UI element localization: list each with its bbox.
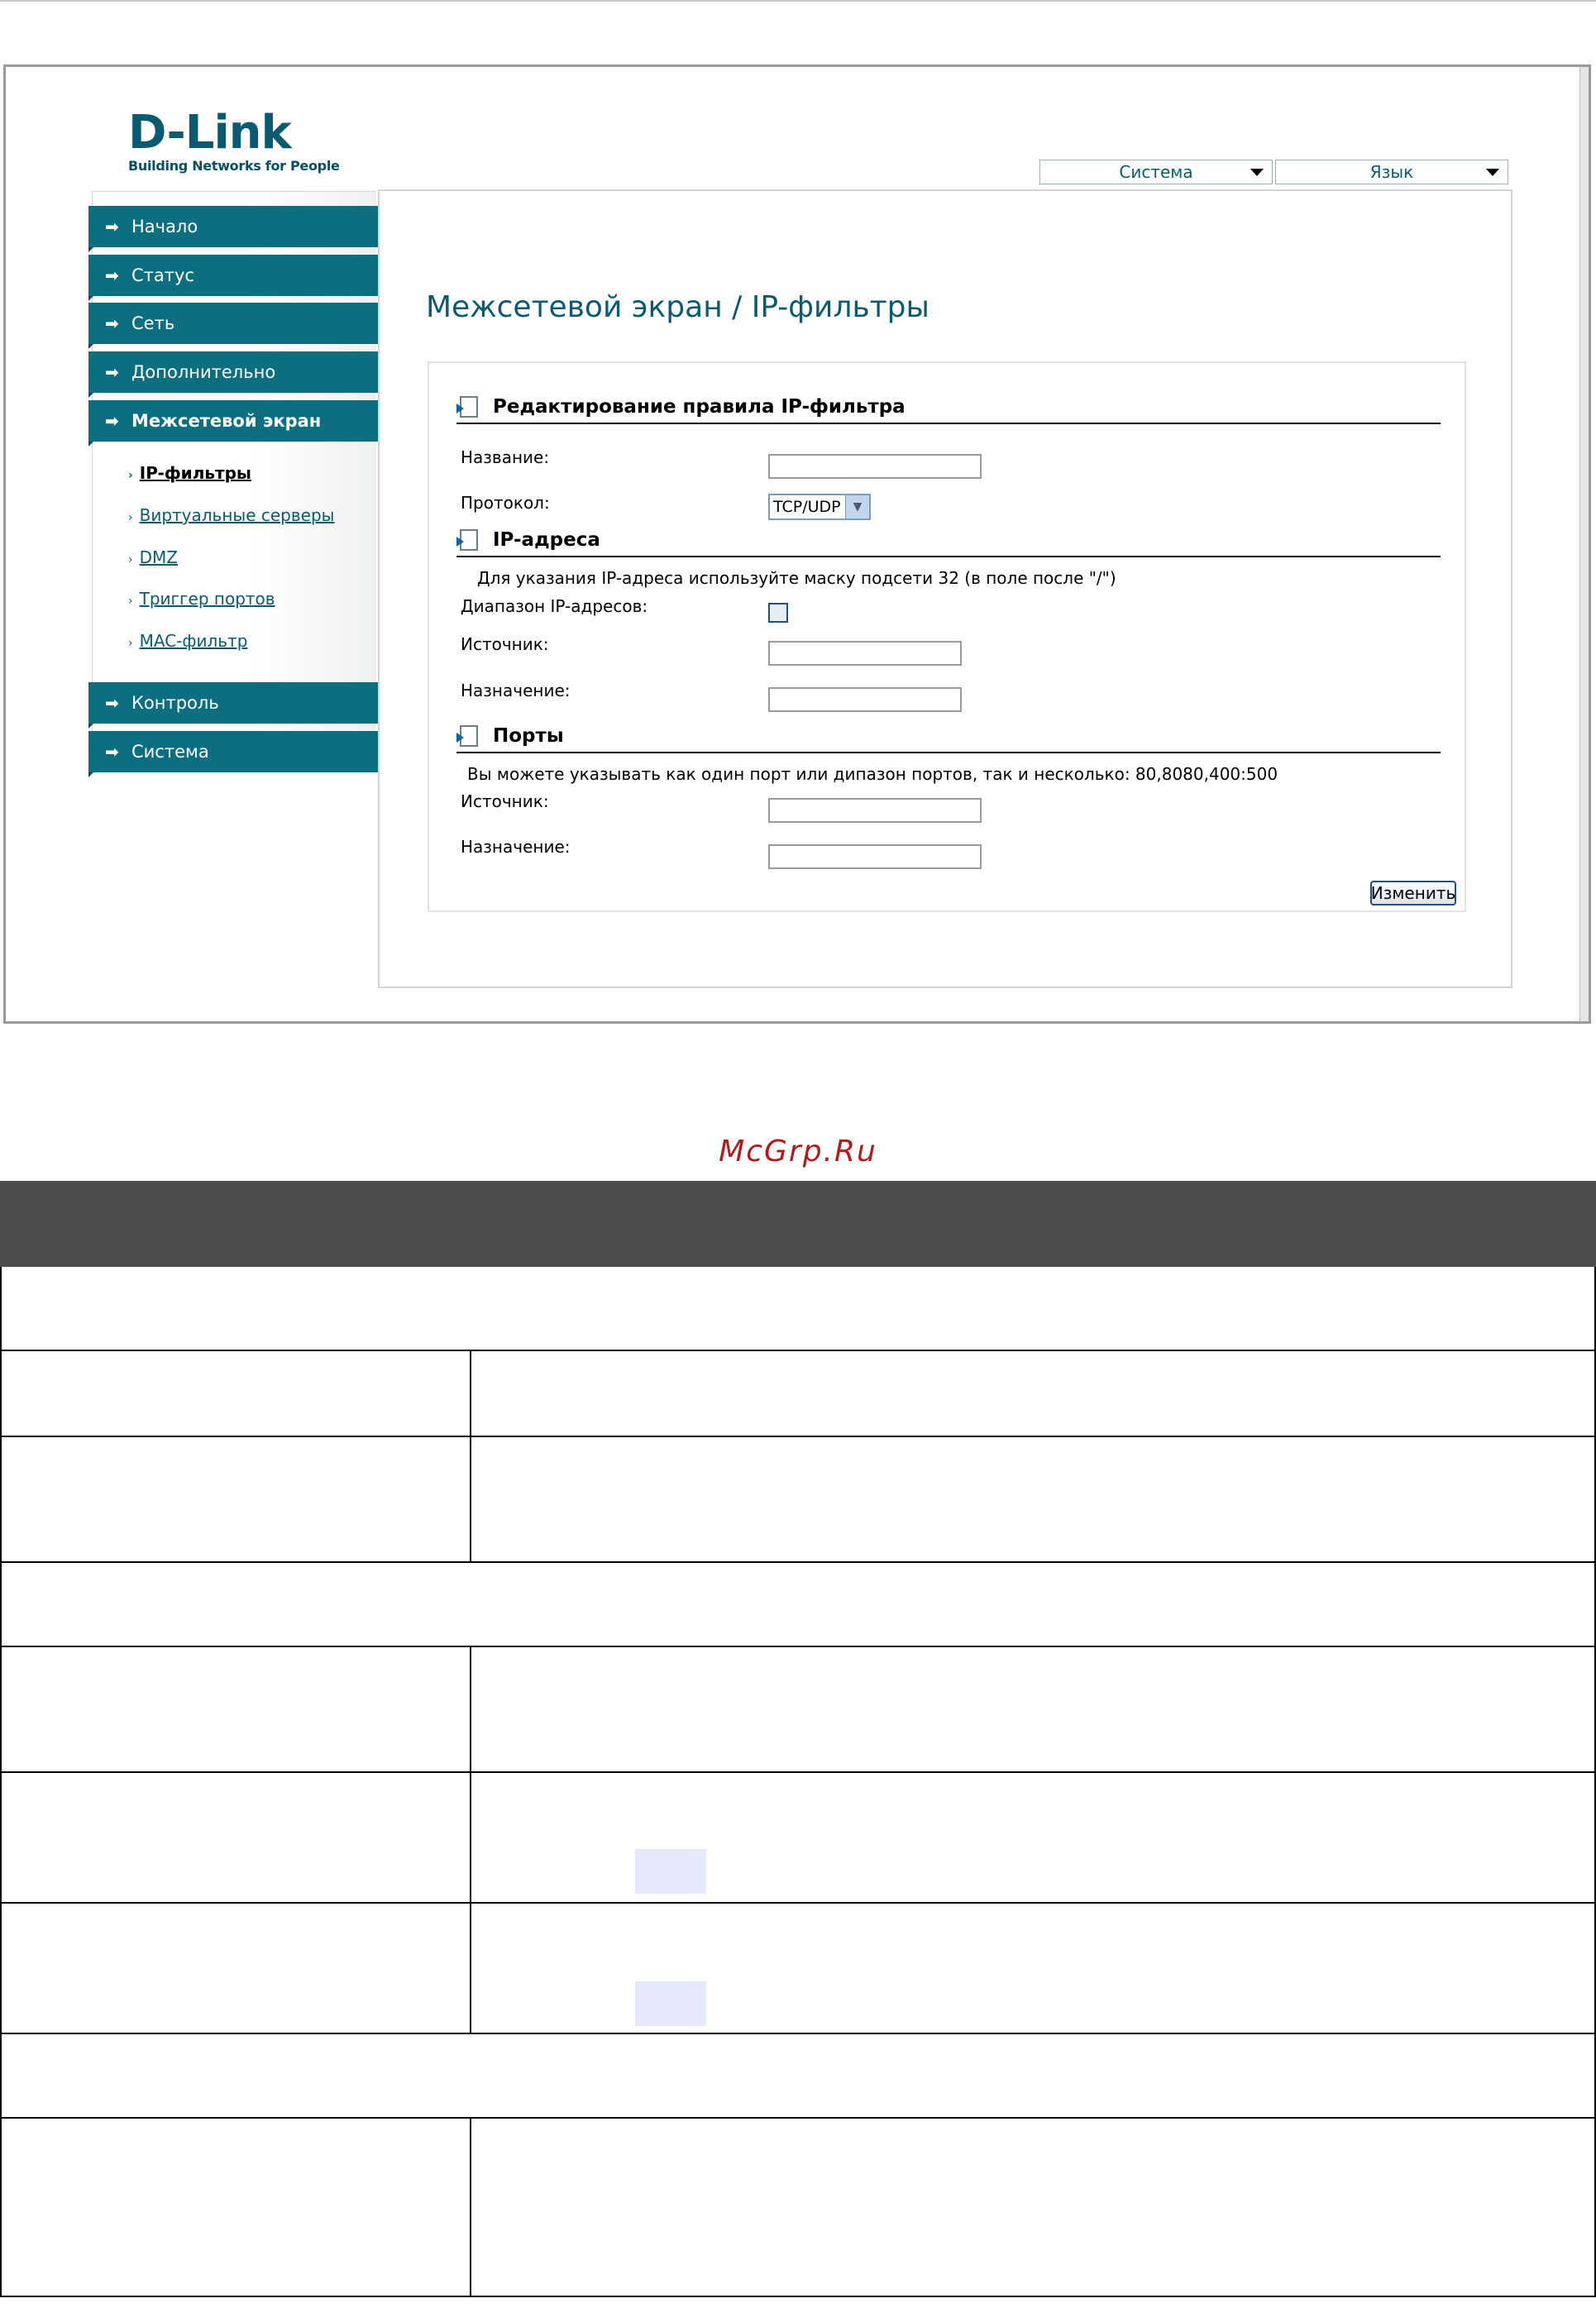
arrow-right-icon: ➡ [105,217,119,237]
ip-range-label: Диапазон IP-адресов: [461,596,648,616]
bullet-icon: › [128,553,133,566]
section-rule-edit [456,391,1441,424]
subnav-ip-filters[interactable] [128,463,251,483]
bullet-icon: › [128,637,133,650]
subnav-virtual-servers[interactable] [128,505,334,525]
document-arrow-icon [460,725,478,747]
sidebar-item-label: Дополнительно [131,362,276,382]
highlight-box [635,1849,706,1894]
table-section-row [1,1562,1595,1646]
document-arrow-icon [460,396,478,418]
protocol-selected-value: TCP/UDP [773,498,841,516]
change-button[interactable]: Изменить [1370,881,1456,906]
chevron-down-icon: ▼ [845,495,869,518]
ip-destination-label: Назначение: [461,681,571,700]
table-cell [1,2033,1595,2118]
subnav-port-trigger[interactable] [128,589,275,609]
sidebar-item-control[interactable] [88,682,378,724]
section-heading: IP-адреса [493,529,600,551]
arrow-right-icon: ➡ [105,411,119,431]
table-section-row [1,1266,1595,1350]
sidebar-item-network[interactable] [88,303,378,344]
section-heading: Порты [493,725,564,747]
table-row [1,1903,1595,2033]
sidebar-item-label: Контроль [131,693,219,713]
table-cell [1,1350,471,1436]
sidebar-item-label: Сеть [131,313,175,333]
table-cell [471,2118,1595,2296]
parameters-table [0,1181,1596,2297]
port-destination-input[interactable] [768,844,982,869]
sidebar-item-label: Статус [131,265,194,285]
form-box [428,361,1466,912]
subnav-label: Триггер портов [139,589,275,609]
system-menu-label: Система [1119,162,1193,182]
section-heading: Редактирование правила IP-фильтра [493,396,906,418]
subnav-dmz[interactable] [128,547,178,567]
ip-source-label: Источник: [461,634,549,654]
section-ip-addresses [456,524,1441,557]
arrow-right-icon: ➡ [105,693,119,713]
logo-tagline: Building Networks for People [128,158,340,174]
table-cell [1,1646,471,1772]
table-cell [471,1350,1595,1436]
highlight-box [635,1981,706,2026]
table-header-cell [1,1182,1595,1266]
table-header-row [1,1182,1595,1266]
subnav-label: MAC-фильтр [139,631,248,651]
protocol-label: Протокол: [461,493,550,513]
page-top-rule [0,0,1596,2]
table-cell [1,1436,471,1562]
table-row [1,2118,1595,2296]
arrow-right-icon: ➡ [105,265,119,285]
bullet-icon: › [128,595,133,608]
arrow-right-icon: ➡ [105,742,119,762]
table-cell [1,2118,471,2296]
bullet-icon: › [128,469,133,482]
port-destination-label: Назначение: [461,837,571,857]
ip-range-checkbox[interactable] [768,603,788,623]
logo-text: D-Link [128,106,291,160]
table-cell [471,1646,1595,1772]
arrow-right-icon: ➡ [105,313,119,333]
name-input[interactable] [768,454,982,479]
table-cell [1,1903,471,2033]
language-menu-dropdown[interactable] [1275,160,1508,184]
system-menu-dropdown[interactable] [1039,160,1273,184]
ip-mask-note: Для указания IP-адреса используйте маску подсети 32 (в поле после "/") [477,568,1116,588]
document-arrow-icon [460,529,478,551]
dlink-logo [128,106,340,174]
language-menu-label: Язык [1369,162,1414,182]
arrow-right-icon: ➡ [105,362,119,382]
sidebar-item-firewall[interactable] [88,400,378,442]
table-cell [1,1562,1595,1646]
sidebar-item-label: Начало [131,217,198,237]
watermark: McGrp.Ru [719,1135,877,1168]
table-row [1,1350,1595,1436]
bullet-icon: › [128,511,133,524]
router-web-interface-screenshot [3,65,1591,1024]
subnav-label: IP-фильтры [139,463,251,483]
page-title: Межсетевой экран / IP-фильтры [426,290,929,324]
table-row [1,1646,1595,1772]
sidebar-item-label: Межсетевой экран [131,411,322,431]
chevron-down-icon [1250,169,1264,176]
ip-destination-input[interactable] [768,687,962,712]
name-label: Название: [461,447,550,467]
chevron-down-icon [1486,169,1499,176]
sidebar-item-home[interactable] [88,206,378,247]
sidebar-item-label: Система [131,742,209,762]
table-cell [471,1436,1595,1562]
section-ports [456,720,1441,753]
subnav-mac-filter[interactable] [128,631,247,651]
table-row [1,1772,1595,1903]
ip-source-input[interactable] [768,641,962,666]
sidebar-item-system[interactable] [88,731,378,772]
sidebar-item-advanced[interactable] [88,351,378,393]
protocol-select[interactable] [768,494,871,520]
table-cell [1,1772,471,1903]
table-cell [1,1266,1595,1350]
port-source-input[interactable] [768,798,982,823]
subnav-label: Виртуальные серверы [139,505,335,525]
subnav-label: DMZ [139,547,178,567]
ports-note: Вы можете указывать как один порт или дипазон портов, так и несколько: 80,8080,400:500 [467,764,1278,784]
port-source-label: Источник: [461,791,549,811]
table-section-row [1,2033,1595,2118]
scrollbar[interactable] [1579,67,1589,1021]
table-row [1,1436,1595,1562]
sidebar-item-status[interactable] [88,255,378,296]
